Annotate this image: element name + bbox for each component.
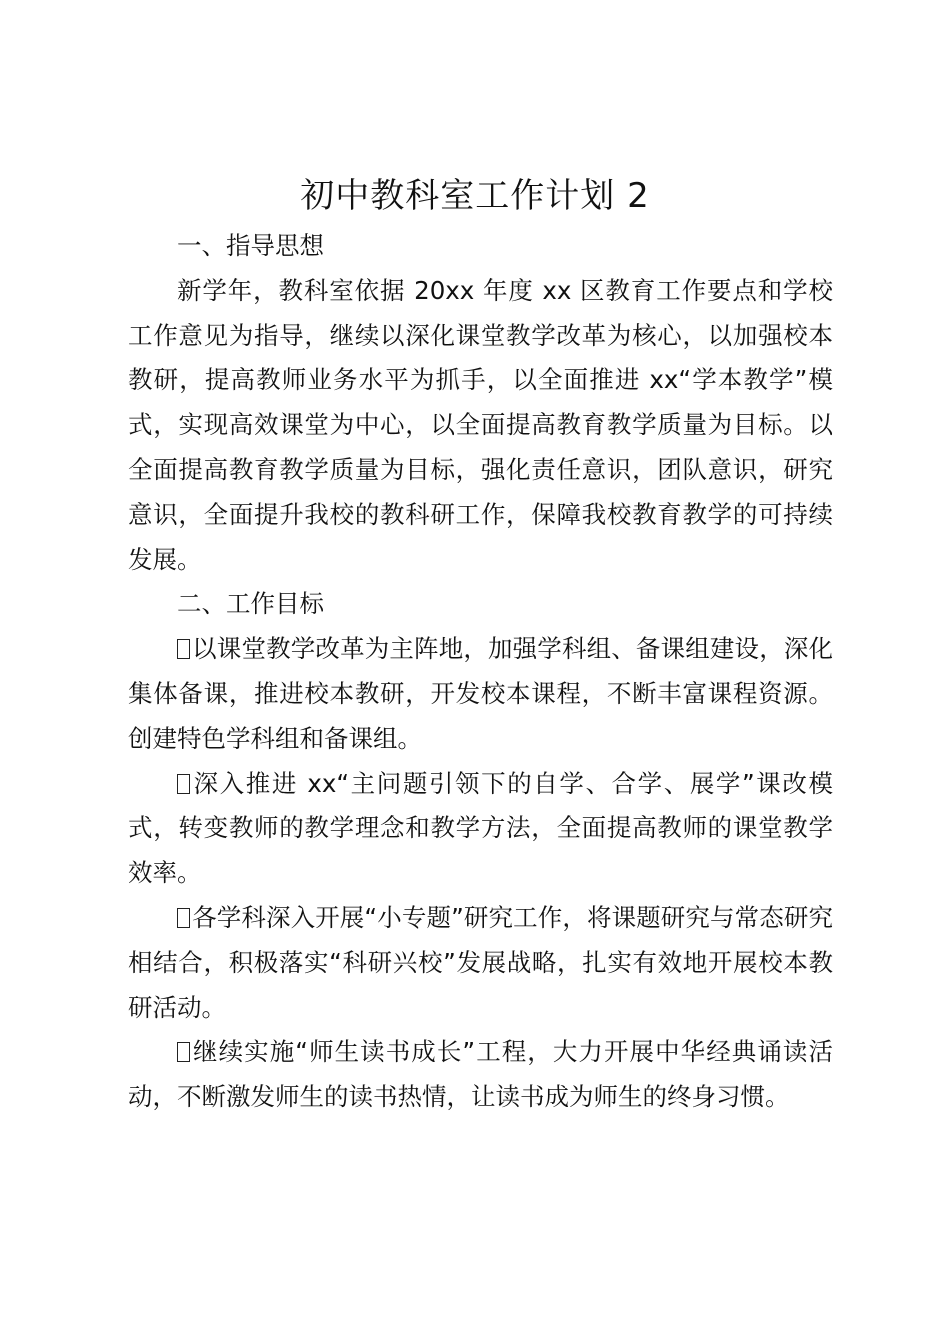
bullet-box-icon: [177, 1042, 190, 1062]
goal-item-text: 各学科深入开展“小专题”研究工作，将课题研究与常态研究相结合，积极落实“科研兴校”发展战略，扎实有效地开展校本教研活动。: [128, 902, 833, 1022]
bullet-box-icon: [177, 908, 190, 928]
goal-item: [128, 627, 833, 761]
goal-item-text: 以课堂教学改革为主阵地，加强学科组、备课组建设，深化集体备课，推进校本教研，开发校本课程，不断丰富课程资源。创建特色学科组和备课组。: [128, 634, 833, 753]
document-title: 初中教科室工作计划 2: [300, 176, 650, 216]
goal-item: [128, 1030, 833, 1120]
section-heading-work-goals: 二、工作目标: [177, 589, 324, 619]
goal-item: [128, 896, 833, 1030]
document-body: [128, 224, 833, 1120]
paragraph-guiding-ideology: 新学年，教科室依据 20xx 年度 xx 区教育工作要点和学校工作意见为指导，继续以深化课堂教学改革为核心，以加强校本教研，提高教师业务水平为抓手，以全面推进 xx“学本教学”模式，实现高效课堂为中心，以全面提高教育教学质量为目标。以全面提高教育教学质量为目标，强化责任意识，团队意识，研究意识，全面提升我校的教科研工作，保障我校教育教学的可持续发展。: [128, 275, 833, 574]
goal-item: [128, 762, 833, 896]
section-heading-guiding-ideology: 一、指导思想: [177, 231, 324, 260]
bullet-box-icon: [177, 639, 190, 659]
goal-item-text: 继续实施“师生读书成长”工程，大力开展中华经典诵读活动，不断激发师生的读书热情，让读书成为师生的终身习惯。: [128, 1037, 833, 1112]
goal-item-text: 深入推进 xx“主问题引领下的自学、合学、展学”课改模式，转变教师的教学理念和教学方法，全面提高教师的课堂教学效率。: [128, 768, 833, 888]
bullet-box-icon: [177, 774, 190, 794]
